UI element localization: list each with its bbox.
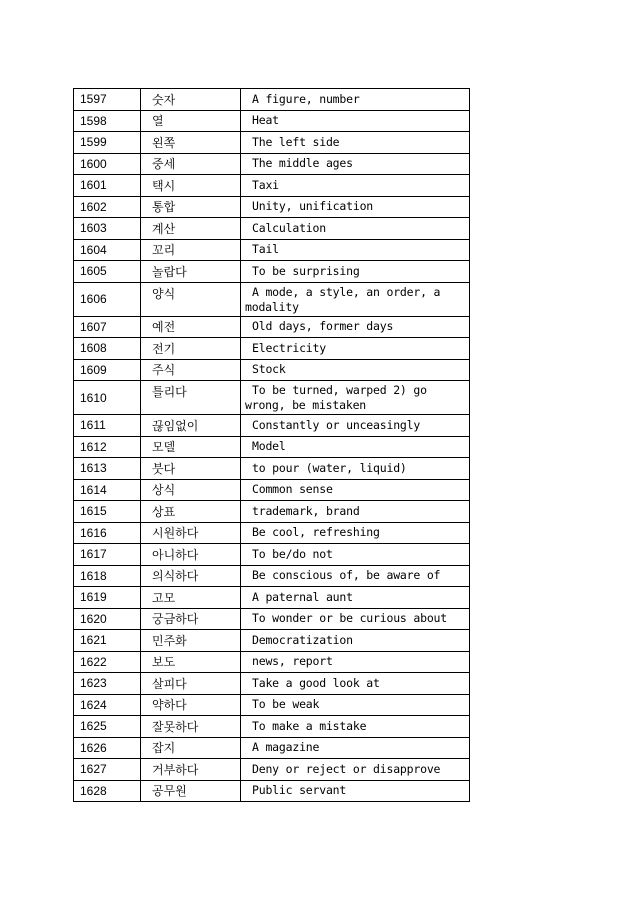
entry-number: 1601: [74, 175, 141, 197]
table-row: [74, 381, 470, 415]
english-meaning: Tail: [252, 242, 279, 257]
english-meaning-cell: [241, 415, 470, 437]
english-meaning: Calculation: [252, 220, 326, 235]
english-meaning: Stock: [252, 362, 286, 377]
korean-word: 왼쪽: [141, 132, 241, 154]
english-meaning: Public servant: [252, 783, 347, 798]
entry-number: 1602: [74, 196, 141, 218]
table-row: [74, 239, 470, 261]
entry-number: 1624: [74, 694, 141, 716]
korean-word: 보도: [141, 651, 241, 673]
table-row: [74, 716, 470, 738]
entry-number: 1600: [74, 153, 141, 175]
table-row: [74, 565, 470, 587]
korean-word: 약하다: [141, 694, 241, 716]
korean-word: 계산: [141, 218, 241, 240]
entry-number: 1616: [74, 522, 141, 544]
table-row: [74, 338, 470, 360]
korean-word: 잡지: [141, 737, 241, 759]
entry-number: 1620: [74, 608, 141, 630]
english-meaning-cell: [241, 544, 470, 566]
english-meaning: Unity, unification: [252, 199, 374, 214]
korean-word: 살피다: [141, 673, 241, 695]
korean-word: 상식: [141, 479, 241, 501]
entry-number: 1622: [74, 651, 141, 673]
entry-number: 1612: [74, 436, 141, 458]
english-meaning-cell: [241, 196, 470, 218]
korean-word: 공무원: [141, 780, 241, 802]
korean-word: 고모: [141, 587, 241, 609]
english-meaning: news, report: [252, 654, 333, 669]
entry-number: 1597: [74, 89, 141, 111]
english-meaning-cell: [241, 501, 470, 523]
entry-number: 1619: [74, 587, 141, 609]
english-meaning: Taxi: [252, 177, 279, 192]
table-row: [74, 261, 470, 283]
english-meaning-cell: [241, 175, 470, 197]
vocabulary-table-body: [74, 89, 470, 802]
english-meaning-cell: [241, 630, 470, 652]
english-meaning: A mode, a style, an order, a modality: [245, 284, 441, 314]
entry-number: 1613: [74, 458, 141, 480]
english-meaning: Heat: [252, 113, 279, 128]
english-meaning-cell: [241, 436, 470, 458]
english-meaning-cell: [241, 651, 470, 673]
english-meaning: To be/do not: [252, 546, 333, 561]
english-meaning: Model: [252, 439, 286, 454]
korean-word: 의식하다: [141, 565, 241, 587]
english-meaning: The left side: [252, 134, 340, 149]
entry-number: 1617: [74, 544, 141, 566]
english-meaning-cell: [241, 132, 470, 154]
english-meaning-cell: [241, 759, 470, 781]
english-meaning: Be cool, refreshing: [252, 525, 380, 540]
english-meaning: A magazine: [252, 740, 320, 755]
english-meaning-cell: [241, 694, 470, 716]
korean-word: 끊임없이: [141, 415, 241, 437]
entry-number: 1627: [74, 759, 141, 781]
english-meaning-cell: [241, 565, 470, 587]
korean-word: 민주화: [141, 630, 241, 652]
korean-word: 숫자: [141, 89, 241, 111]
english-meaning: To make a mistake: [252, 718, 367, 733]
english-meaning: Democratization: [252, 632, 353, 647]
entry-number: 1603: [74, 218, 141, 240]
english-meaning: Be conscious of, be aware of: [252, 568, 441, 583]
table-row: [74, 359, 470, 381]
table-row: [74, 196, 470, 218]
english-meaning: To wonder or be curious about: [252, 611, 447, 626]
english-meaning-cell: [241, 608, 470, 630]
english-meaning-cell: [241, 110, 470, 132]
table-row: [74, 479, 470, 501]
entry-number: 1598: [74, 110, 141, 132]
table-row: [74, 780, 470, 802]
english-meaning-cell: [241, 218, 470, 240]
english-meaning-cell: [241, 458, 470, 480]
korean-word: 전기: [141, 338, 241, 360]
english-meaning-cell: [241, 780, 470, 802]
english-meaning: Take a good look at: [252, 675, 380, 690]
english-meaning: Constantly or unceasingly: [252, 417, 421, 432]
english-meaning: A paternal aunt: [252, 589, 353, 604]
english-meaning-cell: [241, 587, 470, 609]
korean-word: 아니하다: [141, 544, 241, 566]
entry-number: 1625: [74, 716, 141, 738]
korean-word: 통합: [141, 196, 241, 218]
english-meaning-cell: [241, 359, 470, 381]
english-meaning-cell: [241, 282, 470, 316]
entry-number: 1628: [74, 780, 141, 802]
korean-word: 붓다: [141, 458, 241, 480]
english-meaning: Deny or reject or disapprove: [252, 761, 441, 776]
korean-word: 주식: [141, 359, 241, 381]
korean-word: 놀랍다: [141, 261, 241, 283]
table-row: [74, 282, 470, 316]
korean-word: 궁금하다: [141, 608, 241, 630]
english-meaning-cell: [241, 89, 470, 111]
table-row: [74, 522, 470, 544]
entry-number: 1611: [74, 415, 141, 437]
korean-word: 틀리다: [141, 381, 241, 415]
entry-number: 1604: [74, 239, 141, 261]
english-meaning-cell: [241, 316, 470, 338]
entry-number: 1599: [74, 132, 141, 154]
korean-word: 거부하다: [141, 759, 241, 781]
korean-word: 열: [141, 110, 241, 132]
english-meaning-cell: [241, 716, 470, 738]
korean-word: 시원하다: [141, 522, 241, 544]
table-row: [74, 501, 470, 523]
entry-number: 1626: [74, 737, 141, 759]
korean-word: 모델: [141, 436, 241, 458]
table-row: [74, 89, 470, 111]
english-meaning: To be surprising: [252, 263, 360, 278]
english-meaning: Old days, former days: [252, 319, 394, 334]
english-meaning-cell: [241, 153, 470, 175]
table-row: [74, 673, 470, 695]
entry-number: 1623: [74, 673, 141, 695]
english-meaning: To be turned, warped 2) go wrong, be mistaken: [245, 383, 427, 412]
english-meaning-cell: [241, 261, 470, 283]
entry-number: 1609: [74, 359, 141, 381]
english-meaning-cell: [241, 522, 470, 544]
korean-word: 중세: [141, 153, 241, 175]
entry-number: 1607: [74, 316, 141, 338]
table-row: [74, 608, 470, 630]
table-row: [74, 153, 470, 175]
english-meaning: Electricity: [252, 340, 326, 355]
entry-number: 1618: [74, 565, 141, 587]
entry-number: 1605: [74, 261, 141, 283]
entry-number: 1614: [74, 479, 141, 501]
table-row: [74, 737, 470, 759]
table-row: [74, 316, 470, 338]
table-row: [74, 694, 470, 716]
entry-number: 1621: [74, 630, 141, 652]
table-row: [74, 587, 470, 609]
english-meaning-cell: [241, 239, 470, 261]
table-row: [74, 110, 470, 132]
vocabulary-table: [73, 88, 470, 802]
english-meaning: A figure, number: [252, 91, 360, 106]
korean-word: 상표: [141, 501, 241, 523]
table-row: [74, 651, 470, 673]
english-meaning-cell: [241, 338, 470, 360]
english-meaning-cell: [241, 479, 470, 501]
table-row: [74, 436, 470, 458]
korean-word: 예전: [141, 316, 241, 338]
english-meaning-cell: [241, 737, 470, 759]
entry-number: 1606: [74, 282, 141, 316]
english-meaning: Common sense: [252, 482, 333, 497]
korean-word: 잘못하다: [141, 716, 241, 738]
entry-number: 1608: [74, 338, 141, 360]
table-row: [74, 630, 470, 652]
entry-number: 1610: [74, 381, 141, 415]
english-meaning: to pour (water, liquid): [252, 460, 407, 475]
english-meaning: The middle ages: [252, 156, 353, 171]
table-row: [74, 175, 470, 197]
english-meaning-cell: [241, 381, 470, 415]
entry-number: 1615: [74, 501, 141, 523]
table-row: [74, 759, 470, 781]
korean-word: 꼬리: [141, 239, 241, 261]
english-meaning: To be weak: [252, 697, 320, 712]
korean-word: 택시: [141, 175, 241, 197]
korean-word: 양식: [141, 282, 241, 316]
english-meaning: trademark, brand: [252, 503, 360, 518]
table-row: [74, 458, 470, 480]
table-row: [74, 544, 470, 566]
table-row: [74, 132, 470, 154]
table-row: [74, 415, 470, 437]
table-row: [74, 218, 470, 240]
english-meaning-cell: [241, 673, 470, 695]
